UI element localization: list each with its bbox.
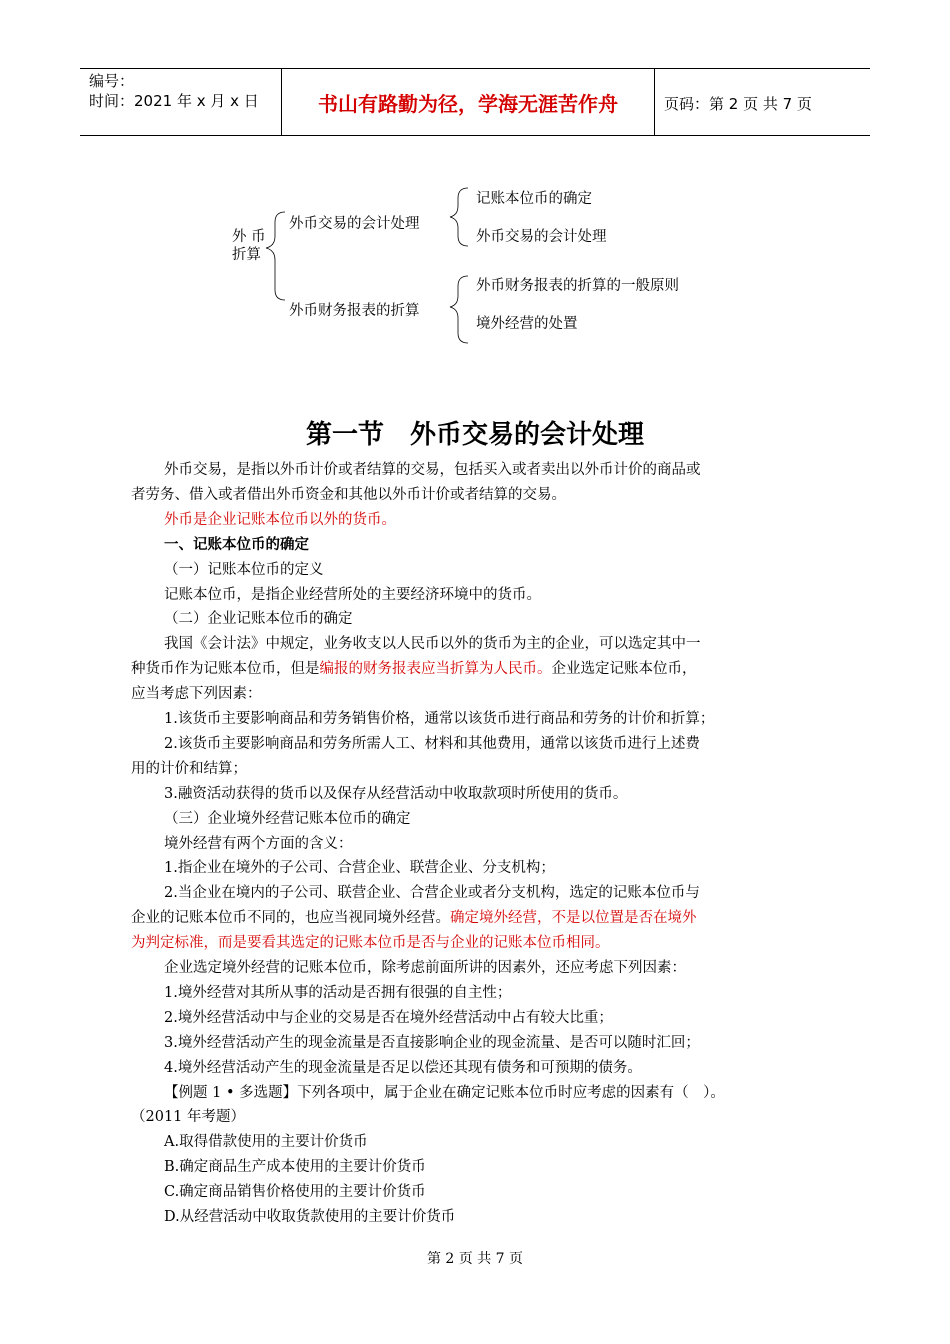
section-title: 第一节 外币交易的会计处理 xyxy=(305,420,644,450)
body-line: 【例题 1 • 多选题】下列各项中，属于企业在确定记账本位币时应考虑的因素有（ ）。 xyxy=(164,1084,725,1101)
header-motto: 书山有路勤为径，学海无涯苦作舟 xyxy=(318,92,618,116)
body-line: （一）记账本位币的定义 xyxy=(164,561,324,578)
header-number: 编号： xyxy=(89,72,135,90)
diagram-leaf-2-1: 外币财务报表的折算的一般原则 xyxy=(476,278,679,294)
diagram-leaf-1-1: 记账本位币的确定 xyxy=(476,191,592,207)
header-page: 页码：第 2 页 共 7 页 xyxy=(664,95,812,113)
body-line: 外币交易，是指以外币计价或者结算的交易，包括买入或者卖出以外币计价的商品或 xyxy=(164,462,701,478)
body-line: C.确定商品销售价格使用的主要计价货币 xyxy=(164,1184,426,1201)
body-line: D.从经营活动中收取货款使用的主要计价货币 xyxy=(164,1209,456,1225)
body-line: 境外经营有两个方面的含义： xyxy=(164,835,353,852)
diagram-braces xyxy=(0,0,950,360)
body-line: 企业选定境外经营的记账本位币，除考虑前面所讲的因素外，还应考虑下列因素： xyxy=(164,960,686,976)
body-line: 1.境外经营对其所从事的活动是否拥有很强的自主性； xyxy=(164,984,512,1001)
body-line: 2.境外经营活动中与企业的交易是否在境外经营活动中占有较大比重； xyxy=(164,1009,613,1026)
body-line-segment: 编报的财务报表应当折算为人民币。 xyxy=(319,661,552,678)
body-line: 1.该货币主要影响商品和劳务销售价格，通常以该货币进行商品和劳务的计价和折算； xyxy=(164,711,715,727)
body-line: A.取得借款使用的主要计价货币 xyxy=(164,1134,368,1151)
body-line: 一、记账本位币的确定 xyxy=(164,536,309,553)
body-line: （二）企业记账本位币的确定 xyxy=(164,611,353,628)
diagram-branch-2: 外币财务报表的折算 xyxy=(289,303,420,319)
diagram-branch-1: 外币交易的会计处理 xyxy=(289,216,420,232)
diagram-root-line2: 折算 xyxy=(232,247,261,263)
body-line xyxy=(131,907,697,929)
body-line: 应当考虑下列因素： xyxy=(131,686,262,703)
body-line: 2.该货币主要影响商品和劳务所需人工、材料和其他费用，通常以该货币进行上述费 xyxy=(164,735,700,752)
body-line: 用的计价和结算； xyxy=(131,760,247,777)
body-line: （三）企业境外经营记账本位币的确定 xyxy=(164,810,411,827)
body-line xyxy=(131,658,697,680)
body-line: 3.融资活动获得的货币以及保存从经营活动中收取款项时所使用的货币。 xyxy=(164,785,628,802)
header-time: 时间：2021 年 x 月 x 日 xyxy=(89,92,259,110)
diagram-leaf-2-2: 境外经营的处置 xyxy=(476,316,578,332)
body-line: 2.当企业在境内的子公司、联营企业、合营企业或者分支机构，选定的记账本位币与 xyxy=(164,885,700,902)
diagram-leaf-1-2: 外币交易的会计处理 xyxy=(476,229,607,245)
body-line: 为判定标准，而是要看其选定的记账本位币是否与企业的记账本位币相同。 xyxy=(131,935,610,952)
body-line-segment: 企业的记账本位币不同的，也应当视同境外经营。 xyxy=(131,910,450,927)
body-line: 1.指企业在境外的子公司、合营企业、联营企业、分支机构； xyxy=(164,860,555,877)
page-footer: 第 2 页 共 7 页 xyxy=(426,1251,524,1267)
body-line-segment: 种货币作为记账本位币，但是 xyxy=(131,661,320,678)
body-line: 3.境外经营活动产生的现金流量是否直接影响企业的现金流量、是否可以随时汇回； xyxy=(164,1034,700,1051)
body-line-segment: 确定境外经营，不是以位置是否在境外 xyxy=(450,910,697,927)
body-line: 者劳务、借入或者借出外币资金和其他以外币计价或者结算的交易。 xyxy=(131,486,566,503)
body-line: 4.境外经营活动产生的现金流量是否足以偿还其现有债务和可预期的债务。 xyxy=(164,1059,642,1076)
body-line: 我国《会计法》中规定，业务收支以人民币以外的货币为主的企业，可以选定其中一 xyxy=(164,636,701,653)
body-line-segment: 企业选定记账本位币， xyxy=(551,661,697,678)
diagram-root-line1: 外 币 xyxy=(232,229,266,245)
body-line: B.确定商品生产成本使用的主要计价货币 xyxy=(164,1159,426,1176)
body-line: （2011 年考题） xyxy=(131,1109,246,1126)
body-line: 外币是企业记账本位币以外的货币。 xyxy=(164,511,396,528)
body-line: 记账本位币，是指企业经营所处的主要经济环境中的货币。 xyxy=(164,586,541,603)
